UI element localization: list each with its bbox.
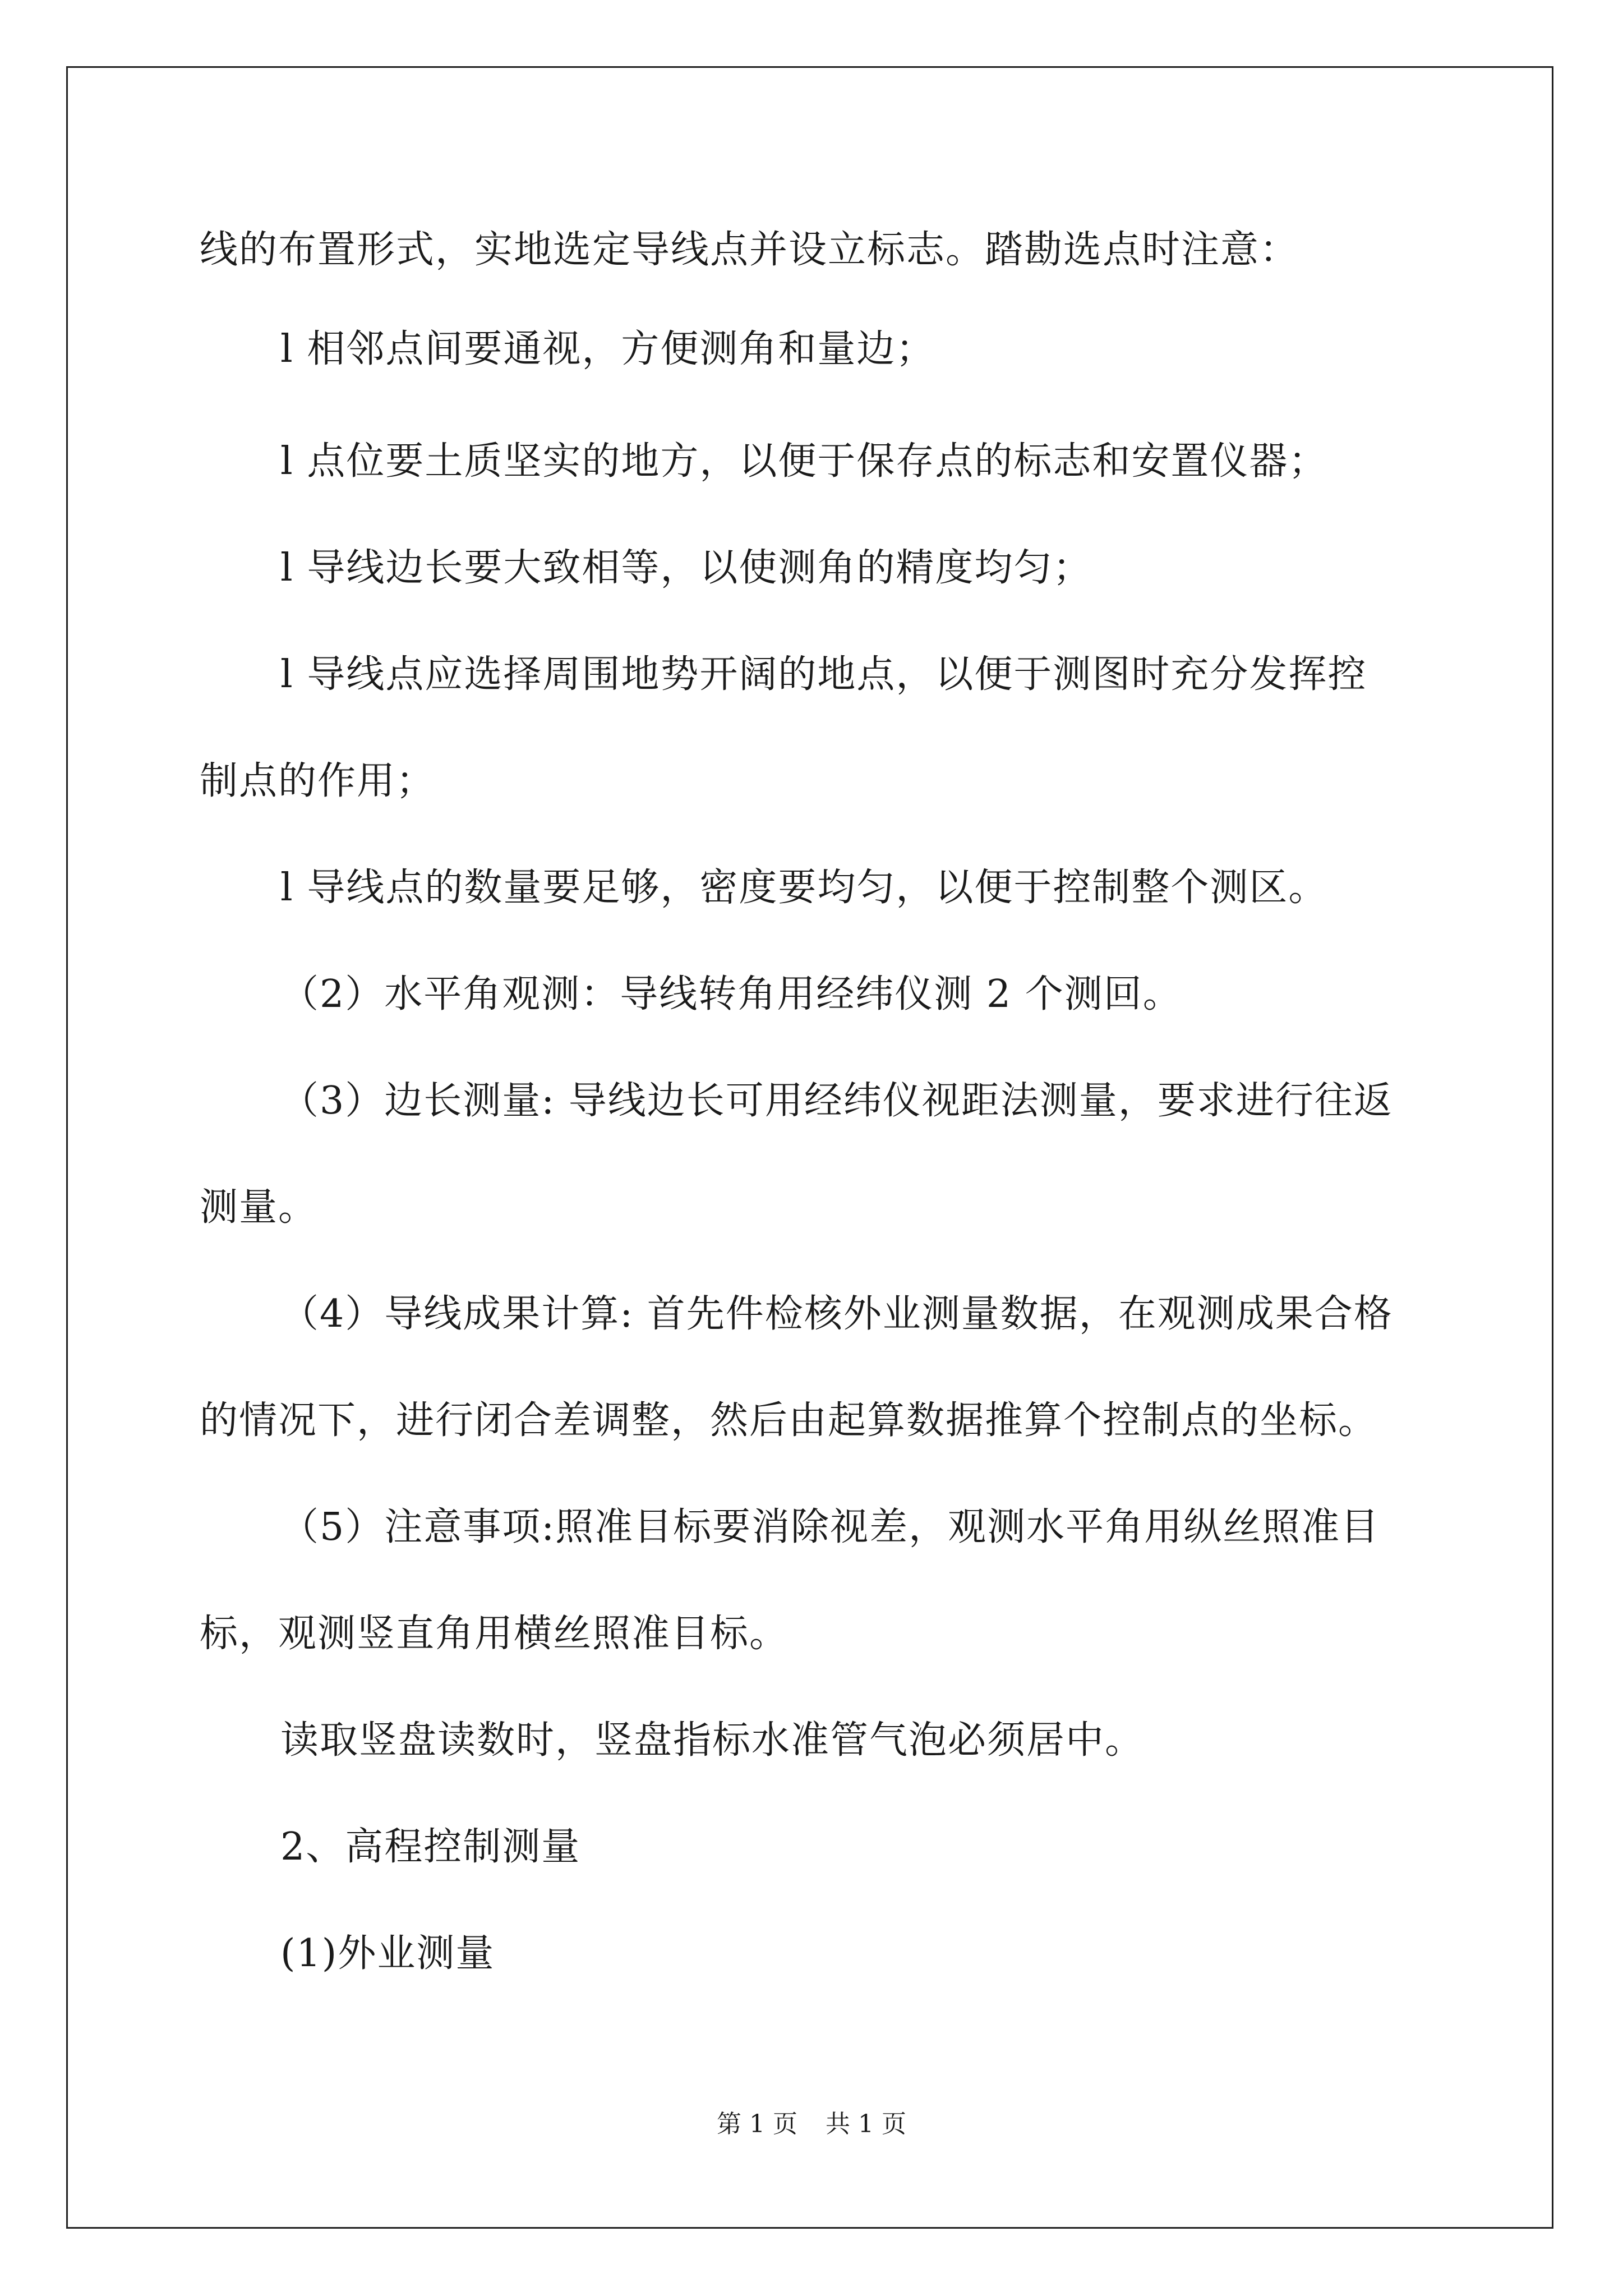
text-line: （4）导线成果计算: 首先件检核外业测量数据，在观测成果合格 [280,1292,1393,1336]
text-line: （5）注意事项:照准目标要消除视差，观测水平角用纵丝照准目 [280,1505,1380,1549]
bullet-item: l 相邻点间要通视，方便测角和量边； [280,327,935,371]
text-line: 标，观测竖直角用横丝照准目标。 [200,1612,789,1656]
text-line: 测量。 [200,1185,318,1230]
text-line: 读取竖盘读数时，竖盘指标水准管气泡必须居中。 [280,1718,1145,1763]
page-total: 共 1 页 [826,2110,906,2138]
page-footer [0,2108,1623,2141]
text-line: 制点的作用； [200,759,436,803]
bullet-item: l 导线边长要大致相等，以使测角的精度均匀； [280,546,1092,590]
bullet-item: l 导线点应选择周围地势开阔的地点，以便于测图时充分发挥控 [280,652,1367,697]
text-line: 线的布置形式，实地选定导线点并设立标志。踏勘选点时注意： [200,228,1299,272]
section-heading: 2、高程控制测量 [280,1825,581,1869]
text-line: （3）边长测量: 导线边长可用经纬仪视距法测量，要求进行往返 [280,1079,1393,1123]
text-line: 的情况下，进行闭合差调整，然后由起算数据推算个控制点的坐标。 [200,1398,1378,1443]
text-line: （2）水平角观测：导线转角用经纬仪测 2 个测回。 [280,972,1182,1016]
page-border [66,66,1553,2229]
bullet-item: l 导线点的数量要足够，密度要均匀，以便于控制整个测区。 [280,866,1328,910]
page-number: 第 1 页 [717,2110,797,2138]
subsection-heading: (1)外业测量 [280,1931,495,1976]
bullet-item: l 点位要土质坚实的地方，以便于保存点的标志和安置仪器； [280,439,1328,484]
